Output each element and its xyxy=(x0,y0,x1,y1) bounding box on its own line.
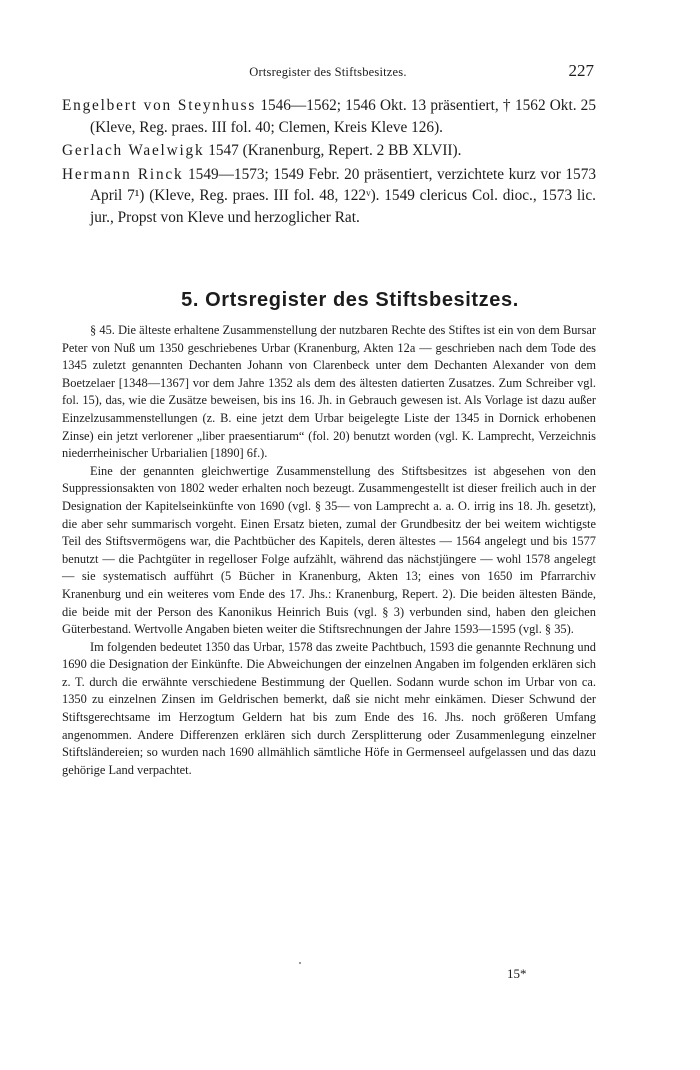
entry-name: Engelbert von Steynhuss xyxy=(62,97,257,114)
entry-gerlach xyxy=(62,140,596,162)
page-number: 227 xyxy=(568,61,594,80)
running-title: Ortsregister des Stiftsbesitzes. xyxy=(249,65,407,79)
entry-text: 1549—1573; 1549 Febr. 20 präsentiert, verzichtete kurz vor 1573 April 7¹) (Kleve, Reg. praes. III fol. 48, 122ᵛ). 1549 clericus Col. dioc., 1573 lic. jur., Propst von Kleve und herzoglicher Rat. xyxy=(90,165,596,226)
section-title: 5. Ortsregister des Stiftsbesitzes. xyxy=(181,289,519,311)
running-header xyxy=(62,63,594,85)
entry-text: 1546—1562; 1546 Okt. 13 präsentiert, † 1562 Okt. 25 (Kleve, Reg. praes. III fol. 40; Clemen, Kreis Kleve 126). xyxy=(90,97,596,136)
section-body xyxy=(62,322,596,779)
entry-engelbert xyxy=(62,95,596,138)
entry-name: Hermann Rinck xyxy=(62,165,184,183)
entry-name: Gerlach Waelwigk xyxy=(62,142,205,159)
provost-entries xyxy=(62,95,596,230)
print-speck xyxy=(299,962,301,964)
entry-hermann xyxy=(62,164,596,229)
signature-mark: 15* xyxy=(507,966,527,981)
paragraph: § 45. Die älteste erhaltene Zusammenstellung der nutzbaren Rechte des Stiftes ist ein von dem Bursar Peter von Nuß um 1350 geschriebenes Urbar (Kranenburg, Akten 12a — geschrieben nach dem Tode des 1345 zuletzt genannten Dechanten Johann von Clarenbeck unter dem Dechanten Alexander von dem Boetzelaer [1348—1367] vor dem Jahre 1352 als dem des ältesten datierten Zusatzes. Zum Schreiber vgl. fol. 15), das, wie die Zusätze beweisen, bis ins 16. Jh. in Gebrauch gewesen ist. Als Vorlage ist dazu außer Einzelzusammenstellungen (z. B. eine jetzt dem Urbar beigelegte Liste der 1345 in Dornick erhobenen Zinse) ein jetzt verlorener „liber praesentiarum“ (fol. 20) benutzt worden (vgl. K. Lamprecht, Verzeichnis niederrheinischer Urbarialien [1890] 6f.). xyxy=(62,323,596,461)
paragraph: Im folgenden bedeutet 1350 das Urbar, 1578 das zweite Pachtbuch, 1593 die genannte Rechnung und 1690 die Designation der Einkünfte. Die Abweichungen der einzelnen Angaben im folgenden erklären sich z. T. durch die erwähnte verschiedene Bestimmung der Quellen. Sodann wurde schon im Urbar von ca. 1350 zu einzelnen Zinsen im Geldrischen bemerkt, daß sie nicht mehr einkämen. Dieser Schwund der Stiftsgerechtsame im Herzogtum Geldern hat bis zum Ende des 16. Jhs. noch größeren Umfang angenommen. Andere Differenzen erklären sich durch Zersplitterung oder Zusammenlegung einzelner Stiftsländereien; so wurden nach 1690 allmählich sämtliche Höfe in Germenseel aufgelassen und das dazu gehörige Land verpachtet. xyxy=(62,639,596,777)
entry-text: 1547 (Kranenburg, Repert. 2 BB XLVII). xyxy=(204,142,462,159)
paragraph: Eine der genannten gleichwertige Zusammenstellung des Stiftsbesitzes ist abgesehen von den Suppressionsakten von 1802 weder erhalten noch bezeugt. Zusammengestellt ist dieser freilich auch in der Designation der Kapitelseinkünfte von 1690 (vgl. § 35— von Lamprecht a. a. O. irrig ins 18. Jh. gesetzt), die aber sehr summarisch vorgeht. Einen Ersatz bieten, zumal der Grundbesitz der bei weitem wichtigste Teil des Stiftsvermögens war, die Pachtbücher des Kapitels, deren ältestes — 1564 angelegt und bis 1577 benutzt — die Pachtgüter in regelloser Folge aufzählt, während das nächstjüngere — wohl 1578 angelegt — sie systematisch aufführt (5 Bücher in Kranenburg, Akten 13; eines von 1650 im Pfarrarchiv Kranenburg und ein weiteres vom Ende des 17. Jhs.: Kranenburg, Repert. 2). Die beiden ältesten Bände, die beide mit der Person des Kanonikus Heinrich Buis (vgl. § 3) verbunden sind, haben den gleichen Güterbestand. Wertvolle Angaben bieten weiter die Stiftsrechnungen der Jahre 1593—1595 (vgl. § 35). xyxy=(62,463,596,637)
